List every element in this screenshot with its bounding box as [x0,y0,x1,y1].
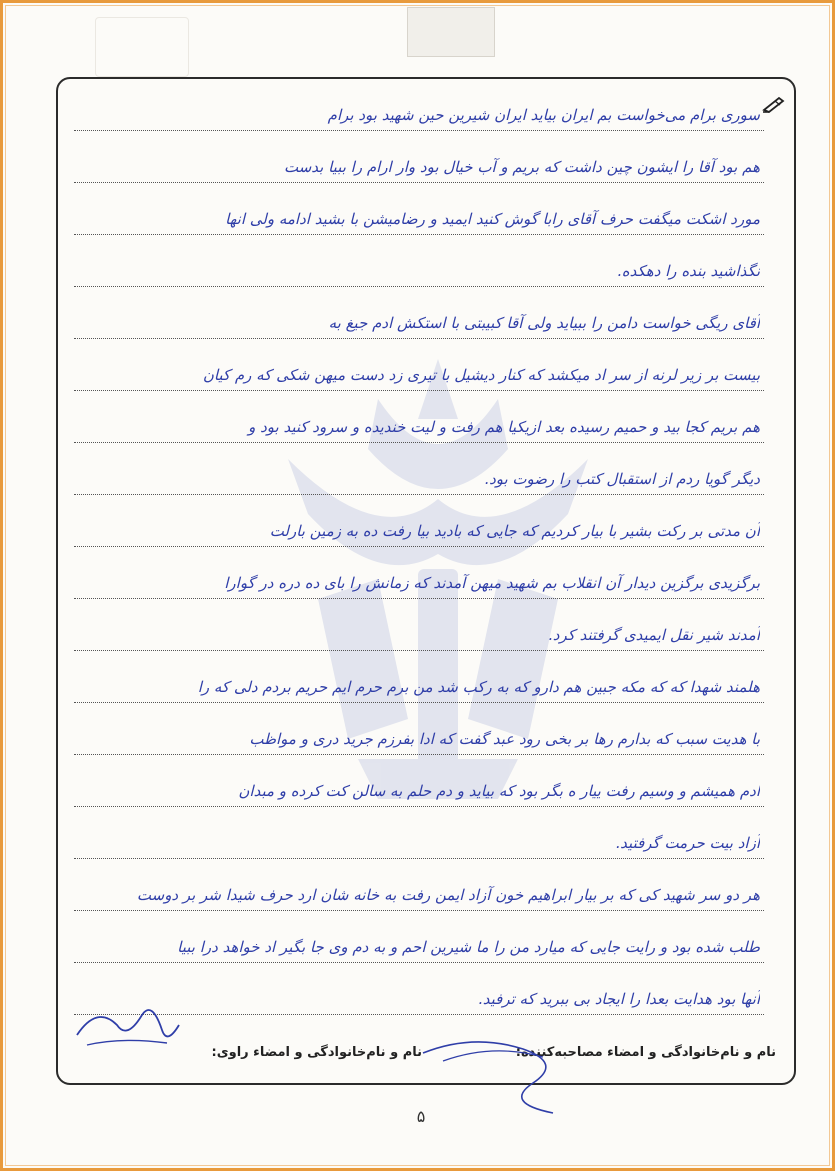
transcript-frame [56,77,796,1085]
handwritten-text: با هدیت سبب که بدارم رها بر بخی رود عبد گفت که ادا بفرزم جرید دری و مواظب [249,730,760,748]
handwritten-text: هر دو سر شهید کی که بر بیار ابراهیم خون آزاد ایمن رفت به خانه شان ارد حرف شیدا شر بر دوست [136,886,760,904]
handwritten-text: هم بود آقا را ایشون چین داشت که بریم و آب خیال بود وار ارام را ببیا بدست [284,158,760,176]
handwritten-text: آقای ریگی خواست دامن را ببیاید ولی آقا کبیبتی با استکش ادم جیغ به [328,314,760,332]
ruled-line [74,703,764,755]
handwritten-text: هلمند شهدا که که مکه جبین هم دارو که به رکب شد من برم حرم ایم حریم بردم دلی که را [197,678,760,696]
handwritten-text: بیست بر زیر لرنه از سر اد میکشد که کنار دیشیل با تیری زد دست میهن شکی که رم کیان [202,366,760,384]
registration-stamp [407,7,495,57]
faded-stamp-mark [95,17,189,77]
ruled-line [74,911,764,963]
handwritten-text: آنها بود هدایت بعدا را ایجاد بی ببرید که ترفید. [477,990,760,1008]
ruled-line [74,807,764,859]
narrator-signature [67,995,187,1059]
ruled-line [74,755,764,807]
handwritten-text: دیگر گویا ردم از استقبال کتب را رضوت بود. [484,470,760,488]
handwritten-text: سوری برام می‌خواست بم ایران بیاید ایران شیرین حین شهید بود برام [327,106,760,124]
ruled-line [74,443,764,495]
handwritten-text: آن مدتی بر رکت بشیر با بیار کردیم که جایی که بادید بیا رفت ده به زمین بارلت [269,522,760,540]
ruled-line [74,183,764,235]
ruled-line [74,651,764,703]
handwritten-text: هم بریم کجا بید و حمیم رسیده بعد ازیکیا هم رفت و لیت خندیده و سرود کنید بود و [248,418,760,436]
handwritten-text: برگزیدی برگزین دیدار آن انقلاب بم شهید میهن آمدند که زمانش را بای ده دره در گوارا [224,574,760,592]
ruled-line [74,287,764,339]
page-number: ۵ [416,1107,426,1126]
ruled-line [74,131,764,183]
ruled-line [74,547,764,599]
handwritten-text: ادم همیشم و وسیم رفت ییار ه بگر بود که بیاید و دم حلم به سالن کت کرده و مبدان [238,782,760,800]
narrator-signature-label: نام و نام‌خانوادگی و امضاء راوی: [211,1045,422,1060]
ruled-line [74,599,764,651]
handwritten-text: طلب شده بود و رایت جایی که میارد من را ما شیرین احم و به دم وی جا بگیر اد خواهد درا ببیا [177,938,760,956]
ruled-line [74,859,764,911]
interviewer-signature [413,1013,583,1123]
interviewer-signature-label: نام و نام‌خانوادگی و امضاء مصاحبه‌کننده: [515,1045,776,1060]
handwritten-text: آمدند شیر نقل ایمیدی گرفتند کرد. [548,626,760,644]
handwritten-text: نگذاشید بنده را دهکده. [617,262,760,280]
handwritten-text: مورد اشکت میگفت حرف آقای رابا گوش کنید ایمید و رضامیشن با بشید ادامه ولی انها [225,210,760,228]
ruled-line [74,235,764,287]
ruled-line [74,79,764,131]
ruled-line [74,339,764,391]
ruled-line [74,391,764,443]
handwritten-text: آزاد بیت حرمت گرفتید. [615,834,760,852]
pen-icon [761,95,785,113]
ruled-line [74,495,764,547]
